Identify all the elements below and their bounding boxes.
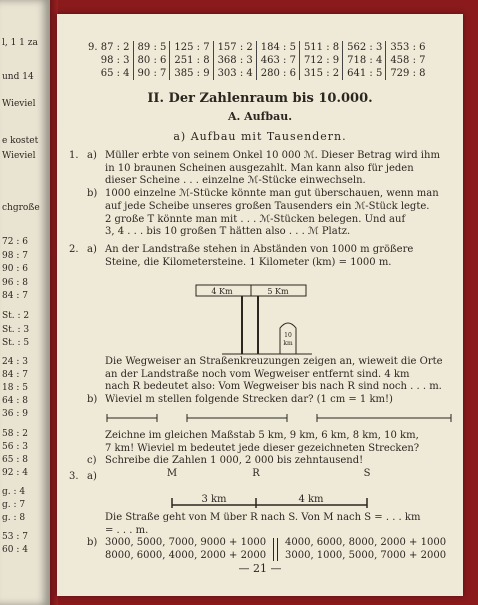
- exercise-number: 3.: [69, 471, 79, 482]
- part-label: a): [87, 244, 97, 255]
- subsection-heading: a) Aufbau mit Tausendern.: [173, 130, 347, 143]
- table-cell: 729 : 8: [385, 67, 428, 80]
- sum-block-right: [285, 537, 446, 562]
- left-text: Wieviel: [2, 99, 36, 109]
- table-cell: 641 : 5: [342, 67, 385, 80]
- table-cell: 353 : 6: [385, 41, 428, 54]
- exercise-number: 1.: [69, 150, 79, 161]
- table-cell: 157 : 2: [213, 41, 256, 54]
- table-cell: 280 : 6: [256, 67, 299, 80]
- table-row: [85, 41, 429, 54]
- table-cell: 315 : 2: [299, 67, 342, 80]
- left-text: 18 : 5: [2, 383, 28, 393]
- left-text: 56 : 3: [2, 442, 28, 452]
- part-label: b): [87, 188, 98, 200]
- text-line: 2 große T könnte man mit . . . ℳ-Stücken belegen. Und auf: [105, 213, 406, 225]
- segment-label: 3 km: [201, 494, 227, 505]
- page-number: — 21 —: [238, 562, 282, 575]
- left-text: 58 : 2: [2, 429, 28, 439]
- table-cell: 712 : 9: [299, 54, 342, 67]
- left-text: 64 : 8: [2, 396, 28, 406]
- exercise-1: [69, 150, 447, 239]
- text-line: 3000, 5000, 7000, 9000 + 1000: [105, 537, 267, 549]
- text-line: Die Wegweiser an Straßenkreuzungen zeigen an, wieweit die Orte: [105, 356, 443, 367]
- left-text: St. : 3: [2, 325, 30, 335]
- distance-lines: [105, 412, 455, 424]
- left-text: 53 : 7: [2, 532, 28, 542]
- text-line: 7 km! Wieviel m bedeutet jede dieser gezeichneten Strecken?: [105, 442, 420, 454]
- text-line: 3, 4 . . . bis 10 großen T hätten also . . . ℳ Platz.: [105, 226, 351, 238]
- left-text: 65 : 8: [2, 455, 28, 465]
- table-cell: 65 : 4: [100, 68, 130, 79]
- book-page: [57, 14, 463, 596]
- text-line: dieser Scheine . . . einzelne ℳ-Stücke einwechseln.: [105, 175, 366, 187]
- route-diagram: [157, 464, 407, 510]
- text-line: 4000, 6000, 8000, 2000 + 1000: [285, 537, 447, 549]
- left-text: 98 : 7: [2, 251, 28, 261]
- signpost-illustration: [192, 282, 322, 358]
- left-text: g. : 4: [2, 487, 26, 497]
- exercise-number: 2.: [69, 244, 79, 255]
- table-cell: 184 : 5: [256, 41, 299, 54]
- left-text: 96 : 8: [2, 278, 28, 288]
- text-line: Die Straße geht von M über R nach S. Von M nach S = . . . km: [105, 512, 421, 523]
- text-line: Wieviel m stellen folgende Strecken dar? (1 cm = 1 km!): [105, 394, 393, 406]
- left-text: l, 1 1 za: [2, 38, 38, 48]
- table-cell: 9. 87 : 2: [88, 42, 130, 53]
- left-text: e kostet: [2, 136, 39, 146]
- sign-right-label: 5 Km: [267, 287, 289, 296]
- chapter-title: II. Der Zahlenraum bis 10.000.: [147, 91, 373, 106]
- left-text: 84 : 7: [2, 291, 28, 301]
- exercise-2-text: [87, 356, 447, 407]
- text-line: An der Landstraße stehen in Abständen von 1000 m größere: [105, 244, 414, 255]
- table-cell: 98 : 3: [100, 55, 130, 66]
- left-text: und 14: [2, 72, 34, 82]
- section-heading: A. Aufbau.: [227, 110, 293, 123]
- left-text: 72 : 6: [2, 237, 28, 247]
- exercise-2-parts: [87, 430, 447, 468]
- left-text: g. : 7: [2, 500, 26, 510]
- text-line: in 10 braunen Scheinen ausgezahlt. Man kann also für jeden: [105, 162, 414, 174]
- table-cell: 385 : 9: [169, 67, 212, 80]
- table-cell: 718 : 4: [342, 54, 385, 67]
- table-cell: 562 : 3: [342, 41, 385, 54]
- point-s: S: [363, 468, 371, 479]
- table-cell: 125 : 7: [169, 41, 212, 54]
- part-label: b): [87, 537, 98, 549]
- table-cell: 463 : 7: [256, 54, 299, 67]
- table-cell: 511 : 8: [299, 41, 342, 54]
- part-label: a): [87, 471, 97, 482]
- stone-number: 10: [284, 332, 292, 339]
- text-line: auf jede Scheibe unseres großen Tausenders ein ℳ-Stück legte.: [105, 200, 430, 212]
- text-line: Steine, die Kilometersteine. 1 Kilometer (km) = 1000 m.: [105, 256, 392, 268]
- left-text: g. : 8: [2, 513, 26, 523]
- table-cell: 458 : 7: [385, 54, 428, 67]
- left-text: St. : 2: [2, 311, 30, 321]
- exercise-3-text: [87, 512, 447, 563]
- left-text: Wieviel: [2, 151, 36, 161]
- point-r: R: [252, 468, 260, 479]
- text-line: Schreibe die Zahlen 1 000, 2 000 bis zehntausend!: [105, 455, 364, 467]
- text-line: 8000, 6000, 4000, 2000 + 2000: [105, 550, 267, 562]
- table-row: [85, 67, 429, 80]
- table-cell: 251 : 8: [169, 54, 212, 67]
- part-label: a): [87, 150, 97, 161]
- part-label: b): [87, 394, 98, 406]
- left-text: 84 : 7: [2, 370, 28, 380]
- table-cell: 89 : 5: [133, 41, 170, 54]
- sum-block-left: [105, 537, 266, 562]
- table-cell: 90 : 7: [133, 67, 170, 80]
- double-divider: [273, 538, 278, 561]
- left-text: chgroße: [2, 203, 40, 213]
- text-line: = . . . m.: [105, 524, 149, 536]
- table-row: [85, 54, 429, 67]
- left-text: 90 : 6: [2, 264, 28, 274]
- part-label: c): [87, 455, 97, 467]
- text-line: an der Landstraße noch vom Wegweiser entfernt sind. 4 km: [105, 368, 410, 380]
- text-line: Zeichne im gleichen Maßstab 5 km, 9 km, 6 km, 8 km, 10 km,: [105, 430, 419, 441]
- sign-left-label: 4 Km: [211, 287, 233, 296]
- exercise-2: [69, 244, 447, 269]
- text-line: nach R bedeutet also: Vom Wegweiser bis nach R sind noch . . . m.: [105, 381, 442, 393]
- left-text: St. : 5: [2, 338, 30, 348]
- table-cell: 303 : 4: [213, 67, 256, 80]
- left-page-fragment: [0, 0, 50, 605]
- left-text: 60 : 4: [2, 545, 28, 555]
- division-table: [85, 41, 429, 80]
- left-text: 24 : 3: [2, 357, 28, 367]
- text-line: 3000, 1000, 5000, 7000 + 2000: [285, 550, 447, 562]
- segment-label: 4 km: [298, 494, 324, 505]
- left-text: 36 : 9: [2, 409, 28, 419]
- table-cell: 80 : 6: [133, 54, 170, 67]
- text-line: 1000 einzelne ℳ-Stücke könnte man gut überschauen, wenn man: [105, 188, 439, 200]
- text-line: Müller erbte von seinem Onkel 10 000 ℳ. Dieser Betrag wird ihm: [105, 150, 440, 161]
- point-m: M: [166, 468, 178, 479]
- stone-unit: km: [283, 340, 293, 347]
- left-text: 92 : 4: [2, 468, 28, 478]
- table-cell: 368 : 3: [213, 54, 256, 67]
